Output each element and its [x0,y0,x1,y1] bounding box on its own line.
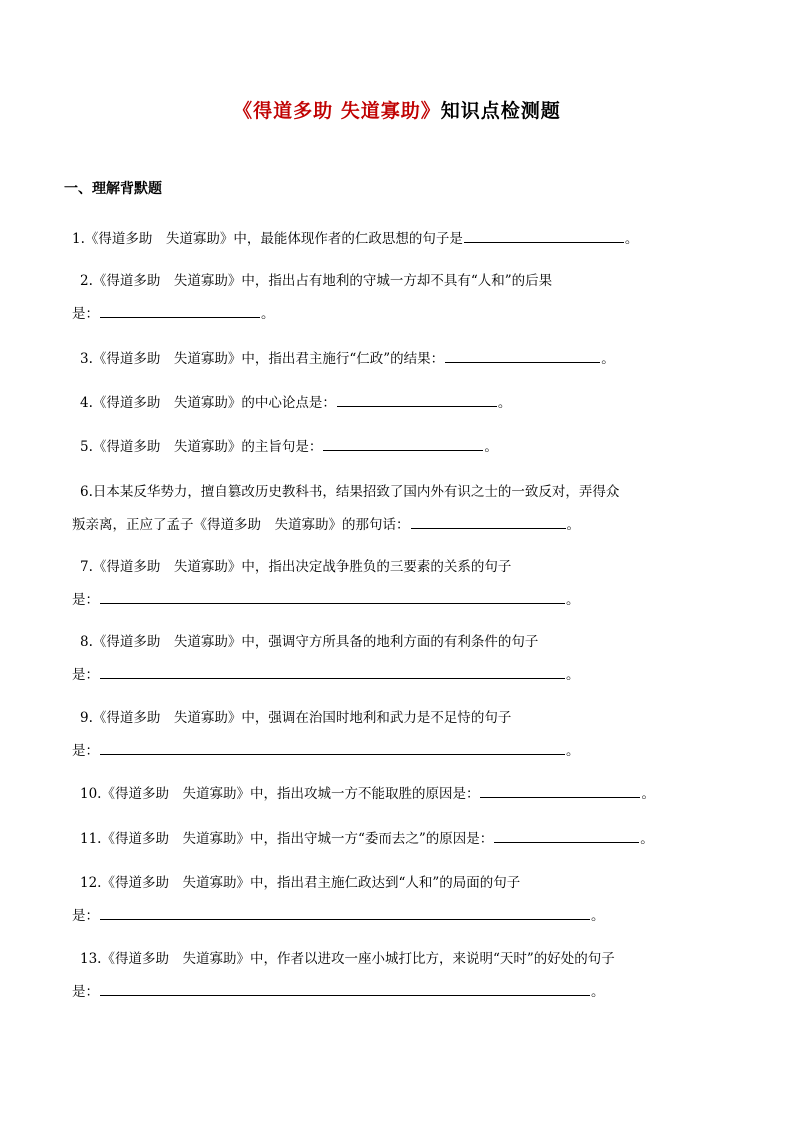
question-13: 13.《得道多助 失道寡助》中，作者以进攻一座小城打比方，来说明“天时”的好处的句子 [80,951,615,967]
question-8: 8.《得道多助 失道寡助》中，强调守方所具备的地利方面的有利条件的句子 [80,634,539,650]
answer-blank-1[interactable] [464,226,624,243]
answer-blank-3[interactable] [445,346,600,363]
question-8-line2: 是： 。 [72,658,580,692]
answer-blank-8[interactable] [100,662,565,679]
question-12: 12.《得道多助 失道寡助》中，指出君主施仁政达到“人和”的局面的句子 [80,875,521,891]
question-3: 3.《得道多助 失道寡助》中，指出君主施行“仁政”的结果： 。 [72,342,615,376]
question-13-line2: 是： 。 [72,975,605,1009]
answer-blank-6[interactable] [411,512,566,529]
answer-blank-4[interactable] [337,390,497,407]
question-1: 1.《得道多助 失道寡助》中，最能体现作者的仁政思想的句子是 。 [72,222,638,256]
question-11: 11.《得道多助 失道寡助》中，指出守城一方“委而去之”的原因是： 。 [72,822,654,856]
answer-blank-12[interactable] [100,903,590,920]
section-heading: 一、理解背默题 [64,181,162,197]
question-2-line2: 是： 。 [72,297,275,331]
question-7: 7.《得道多助 失道寡助》中，指出决定战争胜负的三要素的关系的句子 [80,559,512,575]
question-6: 6.日本某反华势力，擅自篡改历史教科书，结果招致了国内外有识之士的一致反对，弄得众 [80,484,620,500]
title-suffix: 知识点检测题 [440,100,561,122]
question-9: 9.《得道多助 失道寡助》中，强调在治国时地利和武力是不足恃的句子 [80,710,512,726]
answer-blank-2[interactable] [100,301,260,318]
document-title [0,96,794,123]
question-12-line2: 是： 。 [72,899,605,933]
question-4: 4.《得道多助 失道寡助》的中心论点是： 。 [72,386,511,420]
answer-blank-10[interactable] [480,781,640,798]
answer-blank-13[interactable] [100,979,590,996]
answer-blank-11[interactable] [494,826,639,843]
answer-blank-5[interactable] [323,434,483,451]
question-5: 5.《得道多助 失道寡助》的主旨句是： 。 [72,430,498,464]
answer-blank-7[interactable] [100,587,565,604]
question-6-line2: 叛亲离，正应了孟子《得道多助 失道寡助》的那句话： 。 [72,508,580,542]
question-7-line2: 是： 。 [72,583,580,617]
question-10: 10.《得道多助 失道寡助》中，指出攻城一方不能取胜的原因是： 。 [72,777,655,811]
question-2: 2.《得道多助 失道寡助》中，指出占有地利的守城一方却不具有“人和”的后果 [80,273,553,289]
answer-blank-9[interactable] [100,738,565,755]
question-9-line2: 是： 。 [72,734,580,768]
title-main: 《得道多助 失道寡助》 [233,100,441,122]
